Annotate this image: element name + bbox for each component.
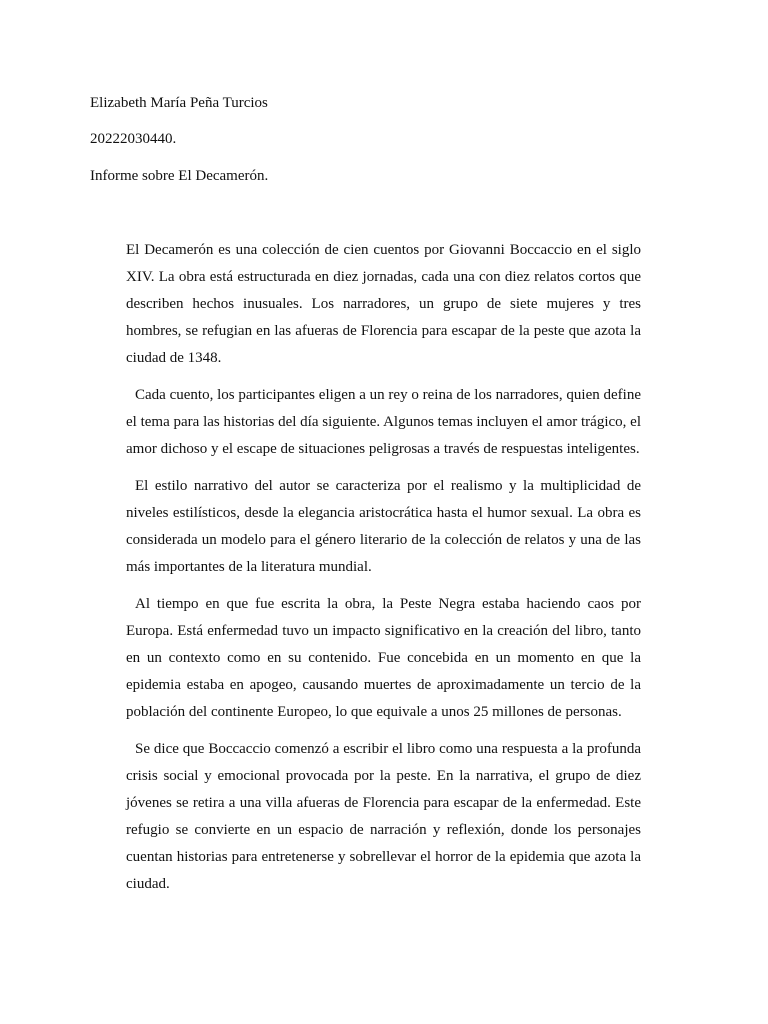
paragraph-2: Cada cuento, los participantes eligen a un rey o reina de los narradores, quien define el tema para las historias del día siguiente. Algunos temas incluyen el amor trágico, el amor dichoso y el escape de situaciones peligrosas a través de respuestas inteligentes. bbox=[126, 387, 641, 457]
paragraph-4: Al tiempo en que fue escrita la obra, la Peste Negra estaba haciendo caos por Europa. Está enfermedad tuvo un impacto significativo en la creación del libro, tanto en un contexto como en su contenido. Fue concebida en un momento en que la epidemia estaba en apogeo, causando muertes de aproximadamente un tercio de la población del continente Europeo, lo que equivale a unos 25 millones de personas. bbox=[126, 596, 641, 720]
student-id: 20222030440. bbox=[90, 131, 177, 147]
report-body bbox=[126, 237, 641, 908]
report-title: Informe sobre El Decamerón. bbox=[90, 168, 269, 184]
paragraph-1: El Decamerón es una colección de cien cuentos por Giovanni Boccaccio en el siglo XIV. La obra está estructurada en diez jornadas, cada una con diez relatos cortos que describen hechos inusuales. Los narradores, un grupo de siete mujeres y tres hombres, se refugian en las afueras de Florencia para escapar de la peste que azota la ciudad de 1348. bbox=[126, 242, 641, 366]
paragraph-3: El estilo narrativo del autor se caracteriza por el realismo y la multiplicidad de niveles estilísticos, desde la elegancia aristocrática hasta el humor sexual. La obra es considerada un modelo para el género literario de la colección de relatos y una de las más importantes de la literatura mundial. bbox=[126, 478, 641, 575]
author-name: Elizabeth María Peña Turcios bbox=[90, 95, 268, 111]
paragraph-5: Se dice que Boccaccio comenzó a escribir el libro como una respuesta a la profunda crisis social y emocional provocada por la peste. En la narrativa, el grupo de diez jóvenes se retira a una villa afueras de Florencia para escapar de la enfermedad. Este refugio se convierte en un espacio de narración y reflexión, donde los personajes cuentan historias para entretenerse y sobrellevar el horror de la epidemia que azota la ciudad. bbox=[126, 741, 641, 892]
